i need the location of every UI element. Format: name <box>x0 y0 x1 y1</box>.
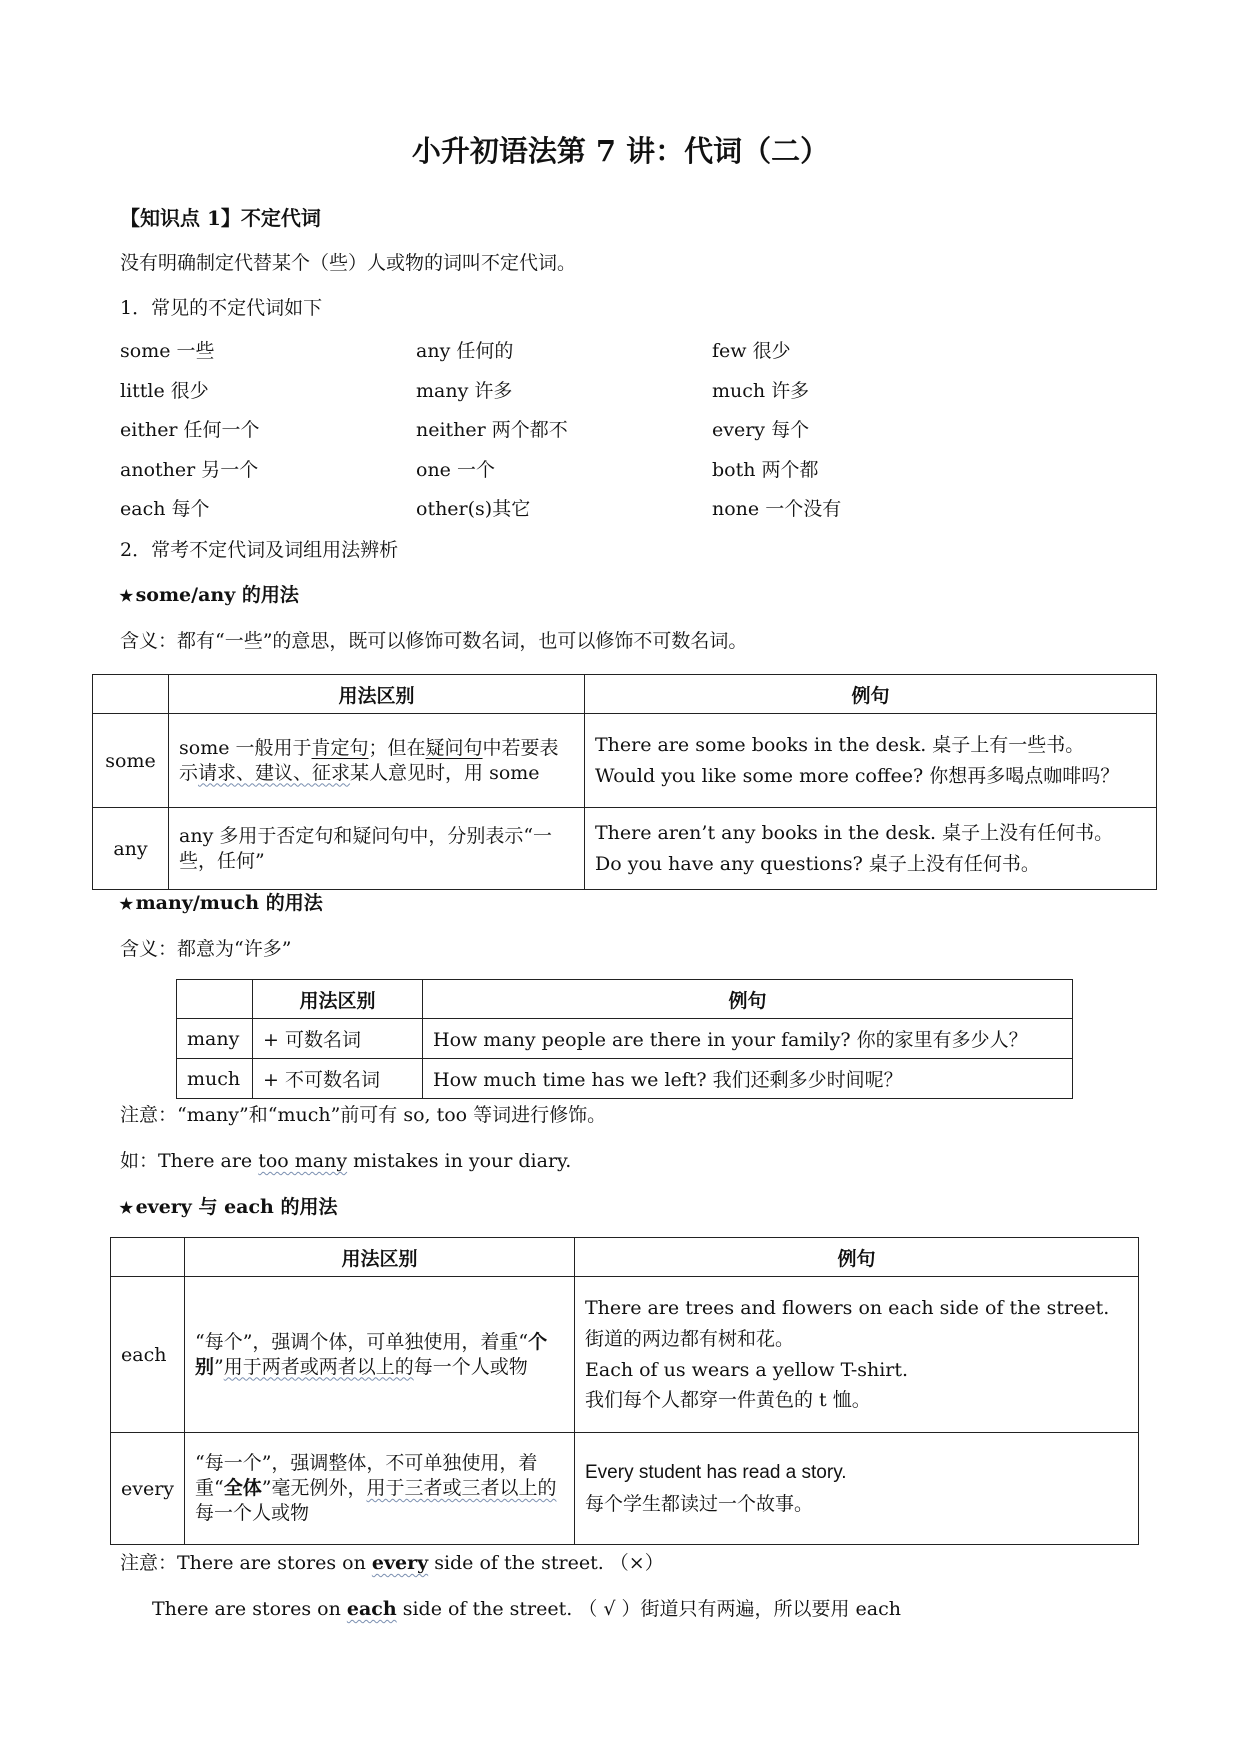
vocab-row <box>120 336 1020 376</box>
heading-text: some/any 的用法 <box>135 584 299 606</box>
row-label: any <box>93 808 169 890</box>
wavy-underlined-term: 用于两者或两者以上的 <box>223 1355 414 1378</box>
section-heading-many-much <box>120 892 323 915</box>
star-icon: ✭ <box>120 587 133 605</box>
wavy-underlined-term: 用于三者或三者以上的 <box>366 1477 557 1500</box>
usage-cell <box>169 714 585 808</box>
table-header-row <box>93 675 1157 714</box>
example-sentence: There are some books in the desk. 桌子上有一些书。 <box>595 733 1085 756</box>
usage-cell <box>185 1277 575 1433</box>
usage-cell: + 可数名词 <box>253 1019 423 1059</box>
section-heading-kp1: 【知识点 1】不定代词 <box>120 206 321 230</box>
emphasized-word: each <box>346 1598 397 1620</box>
some-any-table <box>92 674 1157 890</box>
vocab-item: another 另一个 <box>120 458 259 481</box>
table-header-row <box>177 980 1073 1019</box>
emphasized-word: every <box>371 1552 429 1574</box>
vocab-item: other(s)其它 <box>416 498 531 520</box>
column-header: 用法区别 <box>169 675 585 714</box>
example-sentence: Do you have any questions? 桌子上没有任何书。 <box>595 852 1040 875</box>
underlined-term: 疑问句 <box>425 736 483 759</box>
usage-cell <box>185 1433 575 1545</box>
row-label: much <box>177 1059 253 1099</box>
corner-cell <box>111 1238 185 1277</box>
example-translation: 街道的两边都有树和花。 <box>585 1327 795 1350</box>
example-sentence: There aren’t any books in the desk. 桌子上没有任何书。 <box>595 821 1114 844</box>
example-cell: How many people are there in your family? 你的家里有多少人？ <box>423 1019 1073 1059</box>
column-header: 用法区别 <box>185 1238 575 1277</box>
usage-text: any 多用于否定句和疑问句中，分别表示“一些，任何” <box>179 824 553 872</box>
example-sentence: There are trees and flowers on each side of the street. <box>585 1297 1110 1320</box>
subheading-1: 1．常见的不定代词如下 <box>120 297 323 319</box>
vocab-row <box>120 415 1020 455</box>
page-title: 小升初语法第 7 讲：代词（二） <box>411 134 830 168</box>
vocab-item: any 任何的 <box>416 340 514 362</box>
usage-text: some 一般用于肯定句；但在疑问句中若要表示请求、建议、征求某人意见时，用 some <box>179 736 559 784</box>
heading-text: every 与 each 的用法 <box>135 1196 338 1218</box>
table-row <box>93 808 1157 890</box>
row-label: many <box>177 1019 253 1059</box>
section-heading-some-any <box>120 584 299 607</box>
row-label: some <box>93 714 169 808</box>
every-each-table <box>110 1237 1139 1545</box>
vocab-item: every 每个 <box>712 419 810 441</box>
wavy-underlined-term: 请求、建议、征求 <box>198 761 351 784</box>
vocab-item: little 很少 <box>120 379 209 402</box>
star-icon: ✭ <box>120 895 133 913</box>
vocab-row <box>120 376 1020 416</box>
bold-term: 全体 <box>223 1477 262 1500</box>
column-header: 例句 <box>575 1238 1139 1277</box>
vocab-row <box>120 455 1020 495</box>
vocab-item: either 任何一个 <box>120 419 260 441</box>
example-translation: 每个学生都读过一个故事。 <box>585 1492 814 1515</box>
vocab-item: many 许多 <box>416 379 513 402</box>
vocab-item: few 很少 <box>712 340 791 362</box>
vocab-item: some 一些 <box>120 340 215 362</box>
subheading-2: 2．常考不定代词及词组用法辨析 <box>120 539 399 561</box>
example-cell <box>575 1277 1139 1433</box>
underlined-term: 肯定句 <box>311 736 369 759</box>
example-cell <box>585 714 1157 808</box>
corner-cell <box>177 980 253 1019</box>
table-row <box>93 714 1157 808</box>
example-translation: 我们每个人都穿一件黄色的 t 恤。 <box>585 1389 871 1412</box>
heading-text: many/much 的用法 <box>135 892 323 914</box>
many-much-table <box>176 979 1073 1099</box>
column-header: 用法区别 <box>253 980 423 1019</box>
example-sentence: Every student has read a story. <box>585 1461 847 1483</box>
star-icon: ✭ <box>120 1199 133 1217</box>
row-label: each <box>111 1277 185 1433</box>
definition-text: 没有明确制定代替某个（些）人或物的词叫不定代词。 <box>120 252 577 274</box>
example-sentence: Would you like some more coffee? 你想再多喝点咖啡吗？ <box>595 764 1120 787</box>
note-text: 注意：“many”和“much”前可有 so, too 等词进行修饰。 <box>120 1104 607 1126</box>
vocab-item: each 每个 <box>120 498 210 520</box>
example-line: 如：There are too many mistakes in your diary. <box>120 1150 572 1172</box>
table-header-row <box>111 1238 1139 1277</box>
table-row <box>111 1277 1139 1433</box>
row-label: every <box>111 1433 185 1545</box>
example-sentence: Each of us wears a yellow T-shirt. <box>585 1358 909 1381</box>
meaning-text: 含义：都意为“许多” <box>120 938 292 960</box>
corner-cell <box>93 675 169 714</box>
section-heading-every-each <box>120 1196 337 1219</box>
table-row <box>111 1433 1139 1545</box>
vocab-item: one 一个 <box>416 458 495 481</box>
table-row <box>177 1019 1073 1059</box>
vocab-item: none 一个没有 <box>712 498 842 520</box>
example-cell <box>585 808 1157 890</box>
usage-cell <box>169 808 585 890</box>
usage-cell: + 不可数名词 <box>253 1059 423 1099</box>
vocab-item: both 两个都 <box>712 458 819 481</box>
wavy-underlined-term: too many <box>258 1150 348 1172</box>
note-wrong: 注意：There are stores on every side of the street. （×） <box>120 1552 664 1574</box>
bold-term: 个别 <box>195 1330 548 1378</box>
example-cell <box>575 1433 1139 1545</box>
vocab-item: much 许多 <box>712 379 810 402</box>
column-header: 例句 <box>423 980 1073 1019</box>
note-correct: There are stores on each side of the street. （ √ ）街道只有两遍，所以要用 each <box>152 1598 901 1620</box>
usage-text: “每一个”，强调整体，不可单独使用，着重“全体”毫无例外，用于三者或三者以上的每一个人或物 <box>195 1452 557 1524</box>
column-header: 例句 <box>585 675 1157 714</box>
pronoun-vocab-list <box>120 336 1020 534</box>
example-cell: How much time has we left? 我们还剩多少时间呢？ <box>423 1059 1073 1099</box>
vocab-row <box>120 494 1020 534</box>
vocab-item: neither 两个都不 <box>416 419 568 441</box>
usage-text: “每个”，强调个体，可单独使用，着重“个别”用于两者或两者以上的每一个人或物 <box>195 1330 548 1378</box>
table-row <box>177 1059 1073 1099</box>
meaning-text: 含义：都有“一些”的意思，既可以修饰可数名词，也可以修饰不可数名词。 <box>120 630 748 652</box>
